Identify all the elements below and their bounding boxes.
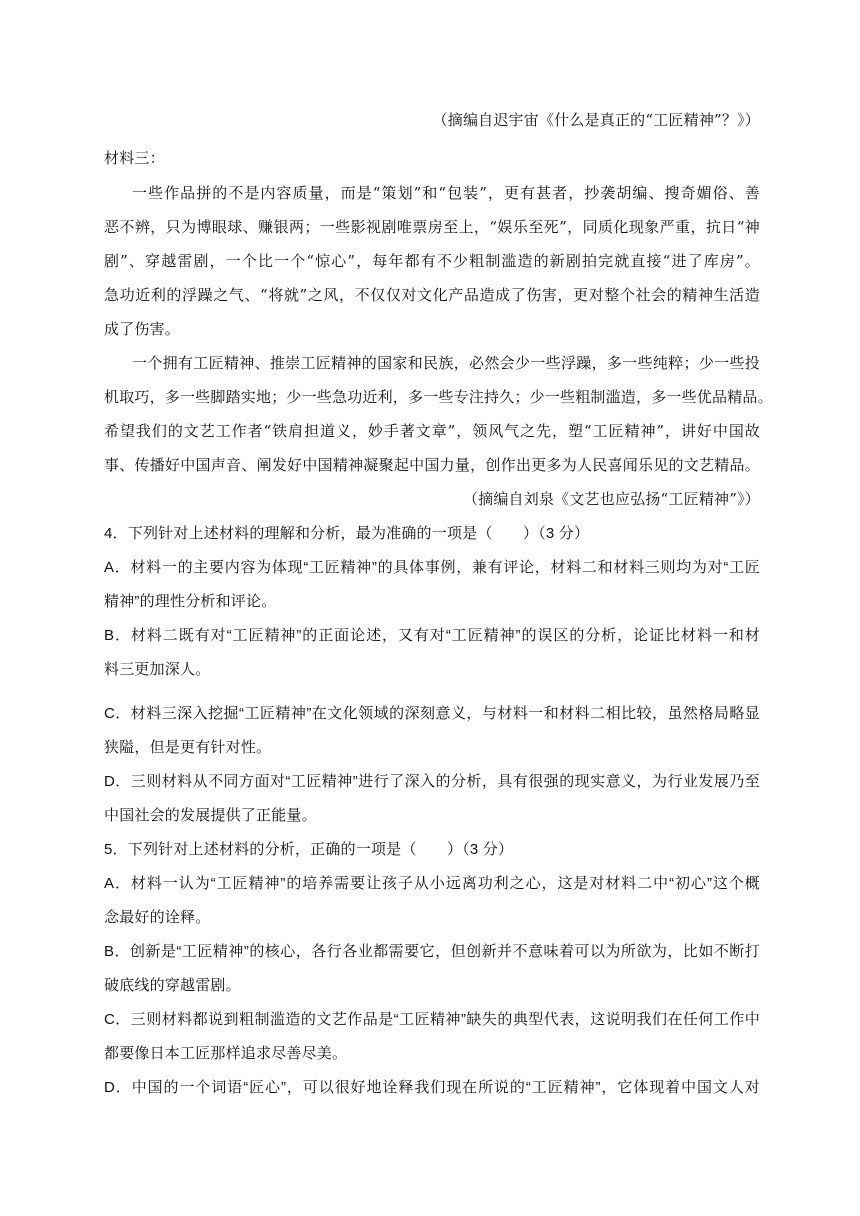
question-5-option-c-line-1: C．三则材料都说到粗制滥造的文艺作品是“工匠精神”缺失的典型代表，这说明我们在任何工作中: [104, 1011, 760, 1028]
material3-p1-line-1: 一些作品拼的不是内容质量，而是“策划”和“包装”，更有甚者，抄袭胡编、搜奇媚俗、善: [132, 184, 760, 202]
material3-p1-line-3: 剧”、穿越雷剧，一个比一个“惊心”，每年都有不少粗制滥造的新剧拍完就直接“进了库房”。: [104, 252, 760, 270]
question-4-option-d-line-1: D．三则材料从不同方面对“工匠精神”进行了深入的分析，具有很强的现实意义，为行业发展乃至: [104, 773, 760, 790]
question-5-option-a-line-1: A．材料一认为“工匠精神”的培养需要让孩子从小远离功利之心，这是对材料二中“初心”这个概: [104, 875, 760, 892]
question-4-stem: 4．下列针对上述材料的理解和分析，最为准确的一项是（ ）（3 分）: [104, 525, 590, 542]
question-5-option-b-line-1: B．创新是“工匠精神”的核心，各行各业都需要它，但创新并不意味着可以为所欲为，比如不断打: [104, 943, 760, 960]
question-4-option-a-line-1: A．材料一的主要内容为体现“工匠精神”的具体事例，兼有评论，材料二和材料三则均为对“工匠: [104, 559, 760, 576]
question-4-option-c-line-2: 狭隘，但是更有针对性。: [104, 739, 272, 756]
question-4-option-a-line-2: 精神”的理性分析和评论。: [104, 593, 277, 610]
question-4-option-b-line-2: 料三更加深人。: [104, 661, 211, 678]
question-5-option-d-line-1: D．中国的一个词语“匠心”，可以很好地诠释我们现在所说的“工匠精神”，它体现着中国文人对: [104, 1079, 760, 1096]
material3-p1-line-4: 急功近利的浮躁之气、“将就”之风，不仅仅对文化产品造成了伤害，更对整个社会的精神生活造: [104, 286, 760, 304]
material3-p1-line-2: 恶不辨，只为博眼球、赚银两；一些影视剧唯票房至上，“娱乐至死”，同质化现象严重，抗日“神: [104, 218, 760, 236]
question-5-option-b-line-2: 破底线的穿越雷剧。: [104, 977, 241, 994]
material3-p2-line-2: 机取巧，多一些脚踏实地；少一些急功近利，多一些专注持久；少一些粗制滥造，多一些优品精品。: [104, 388, 773, 406]
material3-p2-line-1: 一个拥有工匠精神、推崇工匠精神的国家和民族，必然会少一些浮躁，多一些纯粹；少一些投: [132, 354, 760, 372]
question-5-option-a-line-2: 念最好的诠释。: [104, 909, 211, 926]
question-5-stem: 5．下列针对上述材料的分析，正确的一项是（ ）（3 分）: [104, 841, 514, 858]
question-5-option-c-line-2: 都要像日本工匠那样追求尽善尽美。: [104, 1045, 348, 1062]
material3-p2-line-4: 事、传播好中国声音、阐发好中国精神凝聚起中国力量，创作出更多为人民喜闻乐见的文艺精品。: [104, 456, 760, 474]
material3-p1-line-5: 成了伤害。: [104, 320, 181, 338]
question-4-option-b-line-1: B．材料二既有对“工匠精神”的正面论述，又有对“工匠精神”的误区的分析，论证比材料一和材: [104, 627, 760, 644]
source-citation-2: （摘编自刘泉《文艺也应弘扬“工匠精神”》）: [462, 490, 760, 508]
question-4-option-d-line-2: 中国社会的发展提供了正能量。: [104, 807, 317, 824]
material3-heading: 材料三：: [104, 149, 165, 167]
material3-p2-line-3: 希望我们的文艺工作者“铁肩担道义，妙手著文章”，领风气之先，塑“工匠精神”，讲好中国故: [104, 422, 760, 440]
question-4-option-c-line-1: C．材料三深入挖掘“工匠精神”在文化领域的深刻意义，与材料一和材料二相比较，虽然格局略显: [104, 705, 760, 722]
source-citation-1: （摘编自迟宇宙《什么是真正的“工匠精神”？》）: [432, 111, 760, 129]
